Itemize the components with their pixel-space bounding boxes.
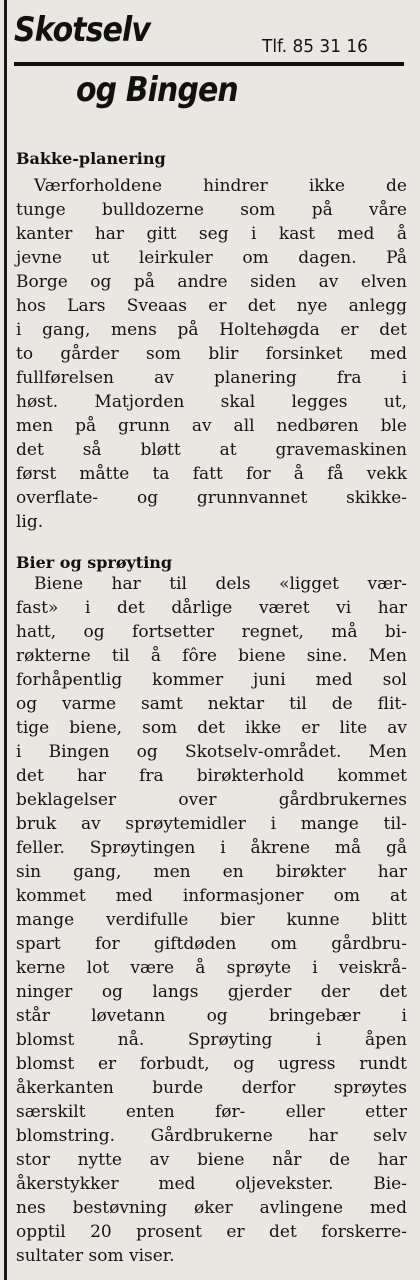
article-line: fast» i det dårlige været vi har [16,598,407,618]
article-line: mange verdifulle bier kunne blitt [16,910,407,930]
article-line: spart for giftdøden om gårdbru- [16,934,407,954]
article-line: kerne lot være å sprøyte i veiskrå- [16,958,407,978]
article-line: bruk av sprøytemidler i mange til- [16,814,407,834]
article-line: kanter har gitt seg i kast med å [16,224,407,244]
article-line: hatt, og fortsetter regnet, må bi- [16,622,407,642]
article-line: røkterne til å fôre biene sine. Men [16,646,407,666]
article-line: kommet med informasjoner om at [16,886,407,906]
article-line: sultater som viser. [16,1246,175,1266]
article-line: men på grunn av all nedbøren ble [16,416,407,436]
article-line: særskilt enten før- eller etter [16,1102,407,1122]
masthead-rule [14,62,404,66]
article-line: forhåpentlig kommer juni med sol [16,670,407,690]
article-line: ninger og langs gjerder der det [16,982,407,1002]
article-line: feller. Sprøytingen i åkrene må gå [16,838,407,858]
masthead-title-line-2: og Bingen [76,70,238,110]
article-line: i Bingen og Skotselv-området. Men [16,742,407,762]
article-line: det har fra birøkterhold kommet [16,766,407,786]
article-line: beklagelser over gårdbrukernes [16,790,407,810]
article-body-bakke-planering [16,174,407,534]
column-left-border [4,0,7,1280]
article-line: blomst nå. Sprøyting i åpen [16,1030,407,1050]
section-heading-bakke-planering: Bakke-planering [16,149,166,168]
article-line: blomstring. Gårdbrukerne har selv [16,1126,407,1146]
article-line: Borge og på andre siden av elven [16,272,407,292]
article-line: i gang, mens på Holtehøgda er det [16,320,407,340]
article-line: sin gang, men en birøkter har [16,862,407,882]
masthead-phone: Tlf. 85 31 16 [262,36,368,57]
article-line: opptil 20 prosent er det forskerre- [16,1222,407,1242]
article-line: tige biene, som det ikke er lite av [16,718,407,738]
article-line: det så bløtt at gravemaskinen [16,440,407,460]
article-line: står løvetann og bringebær i [16,1006,407,1026]
article-line: åkerkanten burde derfor sprøytes [16,1078,407,1098]
article-line: fullførelsen av planering fra i [16,368,407,388]
article-line: blomst er forbudt, og ugress rundt [16,1054,407,1074]
article-line: tunge bulldozerne som på våre [16,200,407,220]
article-line: overflate- og grunnvannet skikke- [16,488,407,508]
article-line: to gårder som blir forsinket med [16,344,407,364]
article-line: først måtte ta fatt for å få vekk [16,464,407,484]
section-heading-bier-og-sproyting: Bier og sprøyting [16,553,173,572]
masthead-title-line-1: Skotselv [14,10,151,50]
article-line: Biene har til dels «ligget vær- [34,574,407,594]
article-line: og varme samt nektar til de flit- [16,694,407,714]
article-line: hos Lars Sveaas er det nye anlegg [16,296,407,316]
article-line: lig. [16,512,44,532]
article-line: Værforholdene hindrer ikke de [34,176,407,196]
article-line: høst. Matjorden skal legges ut, [16,392,407,412]
article-line: nes bestøvning øker avlingene med [16,1198,407,1218]
article-line: åkerstykker med oljevekster. Bie- [16,1174,407,1194]
article-line: stor nytte av biene når de har [16,1150,407,1170]
article-body-bier-og-sproyting [16,572,407,1268]
article-line: jevne ut leirkuler om dagen. På [16,248,407,268]
